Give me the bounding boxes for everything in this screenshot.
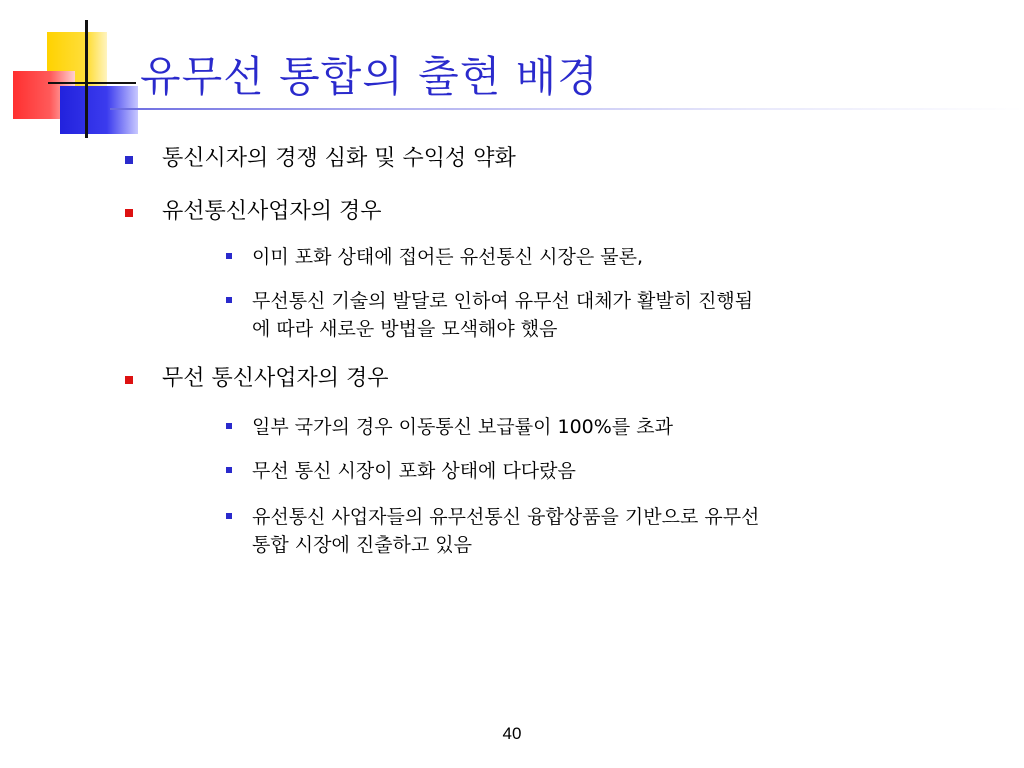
square-bullet-icon — [226, 297, 232, 303]
sub-bullet-text-line: 에 따라 새로운 방법을 모색해야 했음 — [252, 318, 558, 340]
bullet-text: 무선 통신사업자의 경우 — [162, 366, 389, 391]
bullet-text: 통신시자의 경쟁 심화 및 수익성 약화 — [162, 146, 516, 171]
title-underline — [110, 108, 1024, 110]
square-bullet-icon — [226, 253, 232, 259]
square-bullet-icon — [125, 156, 133, 164]
slide-title: 유무선 통합의 출현 배경 — [140, 52, 599, 101]
sub-bullet-item — [226, 503, 759, 559]
bullet-text: 유선통신사업자의 경우 — [162, 199, 382, 224]
sub-bullet-text-line: 통합 시장에 진출하고 있음 — [252, 534, 473, 556]
bullet-item — [122, 365, 389, 393]
sub-bullet-item — [226, 287, 753, 343]
sub-bullet-item — [226, 457, 576, 485]
sub-bullet-item — [226, 243, 643, 271]
square-bullet-icon — [226, 423, 232, 429]
square-bullet-icon — [125, 209, 133, 217]
square-bullet-icon — [226, 513, 232, 519]
bullet-item — [122, 198, 382, 226]
page-number: 40 — [502, 724, 522, 743]
corner-deco-horizontal-line — [48, 82, 136, 84]
sub-bullet-item — [226, 413, 673, 441]
sub-bullet-text: 이미 포화 상태에 접어든 유선통신 시장은 물론, — [252, 246, 644, 268]
sub-bullet-text-line: 유선통신 사업자들의 유무선통신 융합상품을 기반으로 유무선 — [252, 506, 760, 528]
square-bullet-icon — [226, 467, 232, 473]
corner-deco-vertical-line — [85, 20, 88, 138]
sub-bullet-text: 무선 통신 시장이 포화 상태에 다다랐음 — [252, 460, 576, 482]
sub-bullet-text-line: 무선통신 기술의 발달로 인하여 유무선 대체가 활발히 진행됨 — [252, 290, 754, 312]
bullet-item — [122, 145, 516, 173]
square-bullet-icon — [125, 376, 133, 384]
corner-deco-blue-block — [60, 86, 138, 134]
sub-bullet-text: 일부 국가의 경우 이동통신 보급률이 100%를 초과 — [252, 416, 673, 438]
